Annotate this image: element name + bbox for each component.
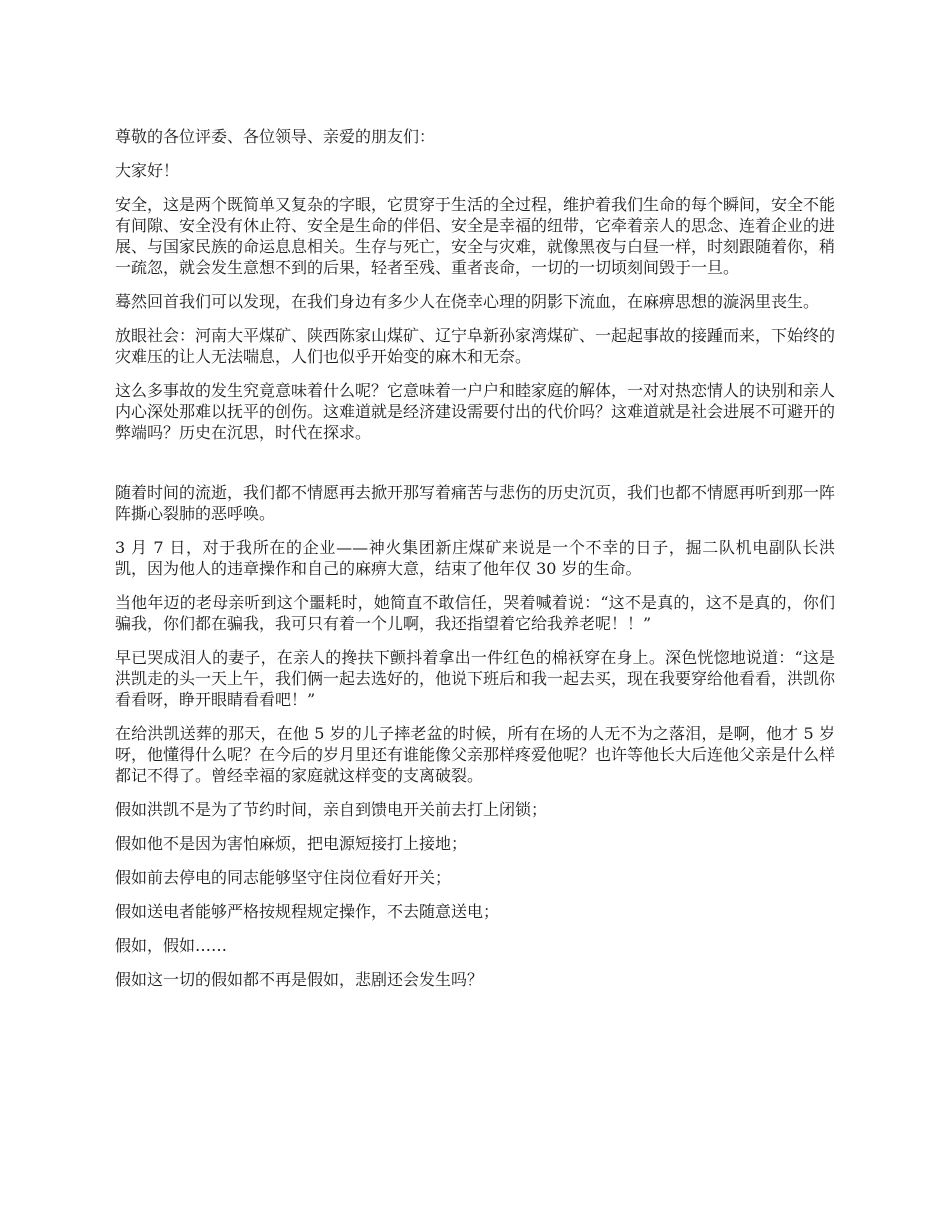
paragraph: 假如送电者能够严格按规程规定操作，不去随意送电； (115, 902, 500, 921)
paragraph: 当他年迈的老母亲听到这个噩耗时，她简直不敢信任，哭着喊着说：“这不是真的，这不是真的，你们骗我，你们都在骗我，我可只有着一个儿啊，我还指望着它给我养老呢！！” (115, 593, 835, 633)
greeting: 大家好！ (115, 161, 180, 180)
paragraph: 早已哭成泪人的妻子，在亲人的搀扶下颤抖着拿出一件红色的棉袄穿在身上。深色恍惚地说道：“这是洪凯走的头一天上午，我们俩一起去选好的，他说下班后和我一起去买，现在我要穿给他看看，洪凯你看看呀，睁开眼睛看看吧！” (115, 648, 836, 709)
paragraph: 放眼社会：河南大平煤矿、陕西陈家山煤矿、辽宁阜新孙家湾煤矿、一起起事故的接踵而来，下始终的灾难压的让人无法喘息，人们也似乎开始变的麻木和无奈。 (115, 326, 836, 366)
paragraph: 假如洪凯不是为了节约时间，亲自到馈电开关前去打上闭锁； (115, 800, 548, 819)
paragraph: 安全，这是两个既简单又复杂的字眼，它贯穿于生活的全过程，维护着我们生命的每个瞬间，安全不能有间隙、安全没有休止符、安全是生命的伴侣、安全是幸福的纽带，它牵着亲人的思念、连着企业的进展、与国家民族的命运息息相关。生存与死亡，安全与灾难，就像黑夜与白昼一样，时刻跟随着你，稍一疏忽，就会发生意想不到的后果，轻者至残、重者丧命，一切的一切顷刻间毁于一旦。 (115, 195, 836, 277)
paragraph: 这么多事故的发生究竟意味着什么呢？它意味着一户户和睦家庭的解体，一对对热恋情人的诀别和亲人内心深处那难以抚平的创伤。这难道就是经济建设需要付出的代价吗？这难道就是社会进展不可避开的弊端吗？历史在沉思，时代在探求。 (115, 381, 836, 442)
paragraph: 假如他不是因为害怕麻烦，把电源短接打上接地； (115, 834, 468, 853)
salutation: 尊敬的各位评委、各位领导、亲爱的朋友们： (115, 127, 436, 146)
paragraph: 假如，假如…… (115, 936, 228, 955)
paragraph: 随着时间的流逝，我们都不情愿再去掀开那写着痛苦与悲伤的历史沉页，我们也都不情愿再听到那一阵阵撕心裂肺的恶呼唤。 (115, 483, 836, 523)
paragraph: 假如这一切的假如都不再是假如，悲剧还会发生吗？ (115, 970, 484, 989)
paragraph: 在给洪凯送葬的那天，在他 5 岁的儿子摔老盆的时候，所有在场的人无不为之落泪，是啊，他才 5 岁呀，他懂得什么呢？在今后的岁月里还有谁能像父亲那样疼爱他呢？也许等他长大后连他父亲是什么样都记不得了。曾经幸福的家庭就这样变的支离破裂。 (115, 724, 836, 785)
section-gap (115, 456, 835, 482)
document-body (115, 126, 835, 1003)
paragraph: 3 月 7 日，对于我所在的企业——神火集团新庄煤矿来说是一个不幸的日子，掘二队机电副队长洪凯，因为他人的违章操作和自己的麻痹大意，结束了他年仅 30 岁的生命。 (115, 538, 835, 578)
paragraph: 假如前去停电的同志能够坚守住岗位看好开关； (115, 868, 452, 887)
paragraph: 蓦然回首我们可以发现，在我们身边有多少人在侥幸心理的阴影下流血，在麻痹思想的漩涡里丧生。 (115, 292, 820, 311)
